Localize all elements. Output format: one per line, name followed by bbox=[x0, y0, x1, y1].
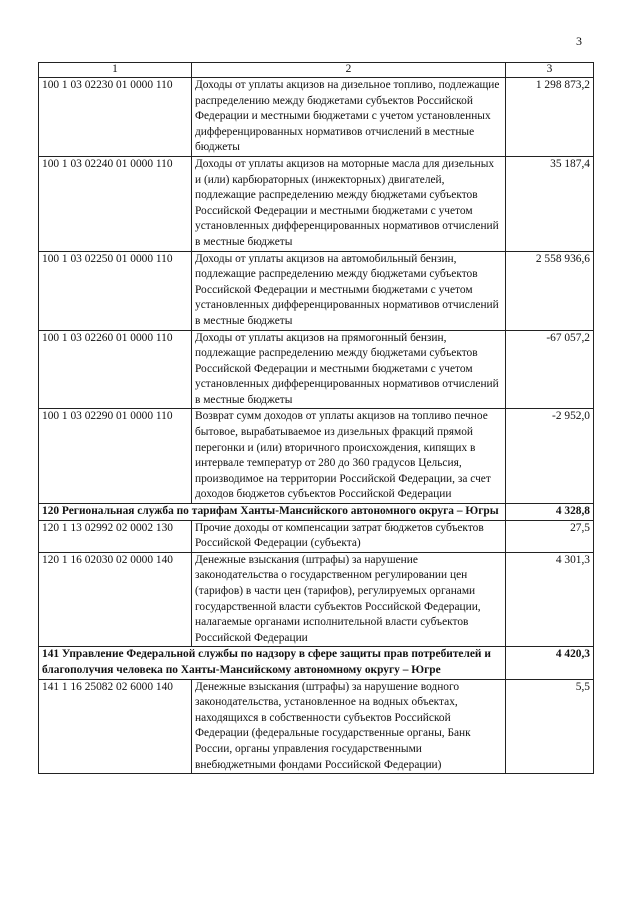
budget-code: 141 1 16 25082 02 6000 140 bbox=[39, 679, 192, 774]
revenue-table-body bbox=[39, 63, 594, 774]
table-row bbox=[39, 78, 594, 157]
section-row bbox=[39, 647, 594, 679]
column-header-1: 1 bbox=[39, 63, 192, 78]
budget-code: 120 1 16 02030 02 0000 140 bbox=[39, 552, 192, 647]
column-header-3: 3 bbox=[506, 63, 594, 78]
revenue-description: Доходы от уплаты акцизов на моторные масла для дизельных и (или) карбюраторных (инжекторных) двигателей, подлежащие распределению между бюджетами субъектов Российской Федерации и местными бюджетами с учетом установленных дифференцированных нормативов отчислений в местные бюджеты bbox=[192, 156, 506, 251]
table-row bbox=[39, 520, 594, 552]
section-amount: 4 420,3 bbox=[506, 647, 594, 679]
amount: 4 301,3 bbox=[506, 552, 594, 647]
amount: 2 558 936,6 bbox=[506, 251, 594, 330]
budget-code: 120 1 13 02992 02 0002 130 bbox=[39, 520, 192, 552]
budget-code: 100 1 03 02290 01 0000 110 bbox=[39, 409, 192, 504]
table-row bbox=[39, 156, 594, 251]
revenue-description: Доходы от уплаты акцизов на автомобильный бензин, подлежащие распределению между бюджетами субъектов Российской Федерации и местными бюджетами с учетом установленных дифференцированных нормативов отчислений в местные бюджеты bbox=[192, 251, 506, 330]
page-number: 3 bbox=[576, 34, 582, 48]
revenue-description: Доходы от уплаты акцизов на дизельное топливо, подлежащие распределению между бюджетами субъектов Российской Федерации и местными бюджетами с учетом установленных дифференцированных нормативов отчислений в местные бюджеты bbox=[192, 78, 506, 157]
revenue-description: Прочие доходы от компенсации затрат бюджетов субъектов Российской Федерации (субъекта) bbox=[192, 520, 506, 552]
revenue-description: Возврат сумм доходов от уплаты акцизов на топливо печное бытовое, вырабатываемое из дизельных фракций прямой перегонки и (или) вторичного происхождения, кипящих в интервале температур от 280 до 360 градусов Цельсия, производимое на территории Российской Федерации, за счет доходов бюджетов субъектов Российской Федерации bbox=[192, 409, 506, 504]
table-row bbox=[39, 679, 594, 774]
revenue-description: Денежные взыскания (штрафы) за нарушение законодательства о государственном регулировании цен (тарифов) в части цен (тарифов), регулируемых органами государственной власти субъектов Российской Федерации, налагаемые органами исполнительной власти субъектов Российской Федерации bbox=[192, 552, 506, 647]
section-title: 141 Управление Федеральной службы по надзору в сфере защиты прав потребителей и благополучия человека по Ханты-Мансийскому автономному округу – Югре bbox=[39, 647, 506, 679]
revenue-description: Доходы от уплаты акцизов на прямогонный бензин, подлежащие распределению между бюджетами субъектов Российской Федерации и местными бюджетами с учетом установленных дифференцированных нормативов отчислений в местные бюджеты bbox=[192, 330, 506, 409]
section-title: 120 Региональная служба по тарифам Ханты-Мансийского автономного округа – Югры bbox=[39, 504, 506, 521]
revenue-table bbox=[38, 62, 594, 774]
budget-code: 100 1 03 02240 01 0000 110 bbox=[39, 156, 192, 251]
table-row bbox=[39, 251, 594, 330]
column-header-2: 2 bbox=[192, 63, 506, 78]
amount: 27,5 bbox=[506, 520, 594, 552]
amount: 5,5 bbox=[506, 679, 594, 774]
amount: 35 187,4 bbox=[506, 156, 594, 251]
revenue-description: Денежные взыскания (штрафы) за нарушение водного законодательства, установленное на водных объектах, находящихся в собственности субъектов Российской Федерации (федеральные государственные органы, Банк России, органы управления государственными внебюджетными фондами Российской Федерации) bbox=[192, 679, 506, 774]
section-row bbox=[39, 504, 594, 521]
table-header-row bbox=[39, 63, 594, 78]
budget-code: 100 1 03 02250 01 0000 110 bbox=[39, 251, 192, 330]
table-row bbox=[39, 409, 594, 504]
amount: 1 298 873,2 bbox=[506, 78, 594, 157]
amount: -2 952,0 bbox=[506, 409, 594, 504]
amount: -67 057,2 bbox=[506, 330, 594, 409]
table-row bbox=[39, 552, 594, 647]
budget-code: 100 1 03 02260 01 0000 110 bbox=[39, 330, 192, 409]
section-amount: 4 328,8 bbox=[506, 504, 594, 521]
table-row bbox=[39, 330, 594, 409]
budget-code: 100 1 03 02230 01 0000 110 bbox=[39, 78, 192, 157]
